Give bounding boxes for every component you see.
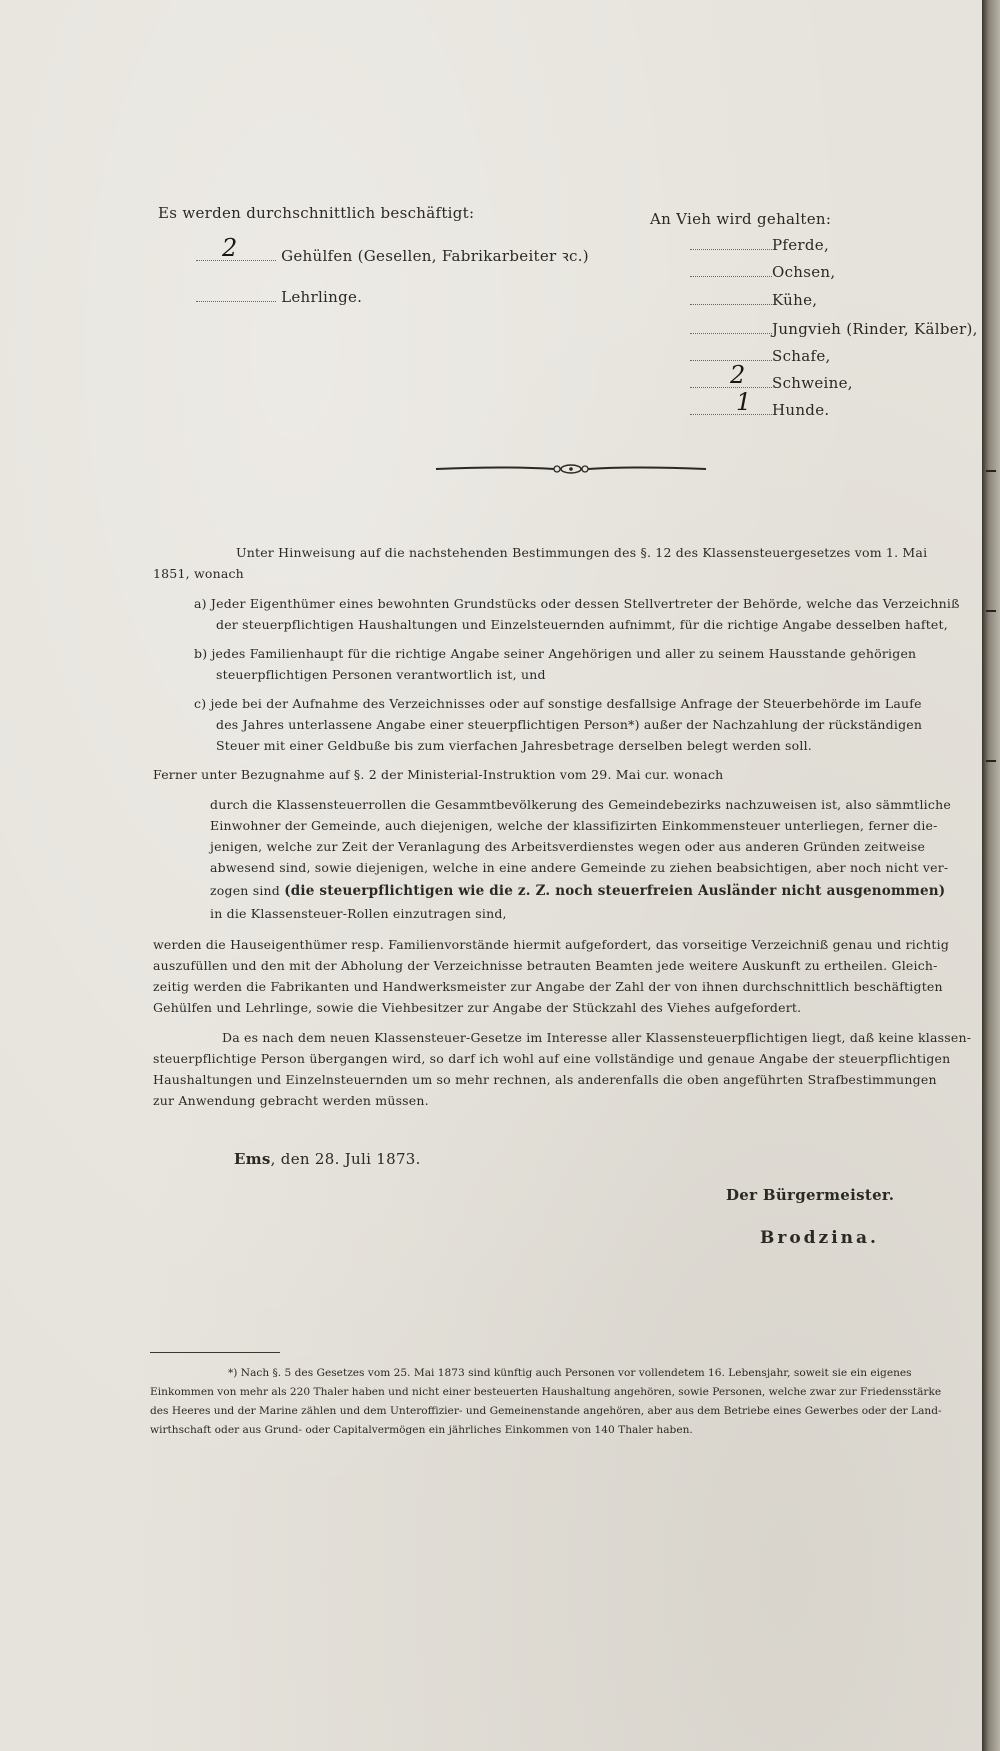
item-c-line-2: des Jahres unterlassene Angabe einer steuerpflichtigen Person*) außer der Nachzahlung der rückständigen bbox=[216, 717, 923, 732]
dogs-count: 1 bbox=[736, 388, 752, 416]
dogs-count-field[interactable] bbox=[690, 388, 772, 416]
indented-line-2: Einwohner der Gemeinde, auch diejenigen, welche der klassifizirten Einkommensteuer unterliegen, ferner die- bbox=[210, 818, 938, 833]
assistants-count: 2 bbox=[222, 234, 238, 262]
closing-line-4: Gehülfen und Lehrlinge, sowie die Viehbesitzer zur Angabe der Stückzahl des Viehes aufgefordert. bbox=[153, 1000, 802, 1015]
cows-label: Kühe, bbox=[772, 291, 818, 309]
livestock-row-horses bbox=[690, 236, 829, 254]
indented-line-1: durch die Klassensteuerrollen die Gesammtbevölkerung des Gemeindebezirks nachzuweisen ist, also sämmtliche bbox=[210, 797, 951, 812]
final-line-4: zur Anwendung gebracht werden müssen. bbox=[153, 1093, 429, 1108]
employees-row-assistants bbox=[196, 234, 589, 266]
footnote-rule bbox=[150, 1352, 280, 1353]
employees-row-apprentices bbox=[196, 288, 362, 306]
place: Ems bbox=[234, 1150, 271, 1168]
apprentices-count-field[interactable] bbox=[196, 289, 276, 302]
date: , den 28. Juli 1873. bbox=[270, 1150, 421, 1168]
livestock-row-dogs bbox=[690, 388, 830, 419]
dogs-label: Hunde. bbox=[772, 401, 830, 419]
apprentices-label: Lehrlinge. bbox=[281, 288, 363, 306]
place-date bbox=[234, 1150, 421, 1168]
horses-count-field[interactable] bbox=[690, 237, 772, 250]
livestock-row-oxen bbox=[690, 263, 835, 281]
footnote-line-4: wirthschaft oder aus Grund- oder Capitalvermögen ein jährliches Einkommen von 140 Thaler haben. bbox=[150, 1424, 693, 1436]
young-cattle-label: Jungvieh (Rinder, Kälber), bbox=[772, 320, 978, 338]
ferner-line: Ferner unter Bezugnahme auf §. 2 der Ministerial-Instruktion vom 29. Mai cur. wonach bbox=[153, 767, 724, 782]
footnote-line-1: *) Nach §. 5 des Gesetzes vom 25. Mai 1873 sind künftig auch Personen vor vollendetem 16. Lebensjahr, soweit sie ein eigenes bbox=[228, 1367, 912, 1379]
ornament-divider bbox=[436, 458, 706, 480]
indented-line-4: abwesend sind, sowie diejenigen, welche in eine andere Gemeinde zu ziehen beabsichtigen, aber noch nicht ver- bbox=[210, 860, 949, 875]
young-cattle-count-field[interactable] bbox=[690, 321, 772, 334]
intro-line-1: Unter Hinweisung auf die nachstehenden Bestimmungen des §. 12 des Klassensteuergesetzes vom 1. Mai bbox=[236, 545, 928, 560]
pigs-count-field[interactable] bbox=[690, 361, 772, 389]
edge-mark bbox=[986, 470, 996, 472]
binding-edge bbox=[982, 0, 1000, 1751]
employees-heading: Es werden durchschnittlich beschäftigt: bbox=[158, 204, 475, 222]
livestock-heading: An Vieh wird gehalten: bbox=[650, 210, 832, 228]
indented-line-3: jenigen, welche zur Zeit der Veranlagung des Arbeitsverdienstes wegen oder aus anderen Gründen zeitweise bbox=[210, 839, 926, 854]
final-line-3: Haushaltungen und Einzelnsteuernden um so mehr rechnen, als anderenfalls die oben angeführten Strafbestimmungen bbox=[153, 1072, 937, 1087]
item-b-line-1: b) jedes Familienhaupt für die richtige Angabe seiner Angehörigen und aller zu seinem Hausstande gehörigen bbox=[194, 646, 917, 661]
oxen-label: Ochsen, bbox=[772, 263, 836, 281]
edge-mark bbox=[986, 760, 996, 762]
assistants-label: Gehülfen (Gesellen, Fabrikarbeiter ꝛc.) bbox=[281, 247, 589, 265]
sheep-label: Schafe, bbox=[772, 347, 831, 365]
sheep-count-field[interactable] bbox=[690, 348, 772, 361]
item-a-line-2: der steuerpflichtigen Haushaltungen und Einzelsteuernden aufnimmt, für die richtige Angabe desselben haftet, bbox=[216, 617, 948, 632]
edge-mark bbox=[986, 610, 996, 612]
item-a-line-1: a) Jeder Eigenthümer eines bewohnten Grundstücks oder dessen Stellvertreter der Behörde, welche das Verzeichniß bbox=[194, 596, 960, 611]
intro-line-2: 1851, wonach bbox=[153, 566, 244, 581]
pigs-label: Schweine, bbox=[772, 374, 853, 392]
item-b-line-2: steuerpflichtigen Personen verantwortlich ist, und bbox=[216, 667, 546, 682]
pigs-count: 2 bbox=[730, 361, 746, 389]
item-c-line-1: c) jede bei der Aufnahme des Verzeichnisses oder auf sonstige desfallsige Anfrage der Steuerbehörde im Laufe bbox=[194, 696, 922, 711]
footnote-line-3: des Heeres und der Marine zählen und dem Unteroffizier- und Gemeinenstande angehören, aber aus dem Betriebe eines Gewerbes oder der Land- bbox=[150, 1405, 942, 1417]
livestock-row-sheep bbox=[690, 347, 831, 365]
closing-line-2: auszufüllen und den mit der Abholung der Verzeichnisse betrauten Beamten jede weitere Auskunft zu ertheilen. Gleich- bbox=[153, 958, 938, 973]
livestock-row-cows bbox=[690, 291, 817, 309]
closing-line-1: werden die Hauseigenthümer resp. Familienvorstände hiermit aufgefordert, das vorseitige Verzeichniß genau und richtig bbox=[153, 937, 950, 952]
final-line-1: Da es nach dem neuen Klassensteuer-Gesetze im Interesse aller Klassensteuerpflichtigen liegt, daß keine klassen- bbox=[222, 1030, 972, 1045]
closing-line-3: zeitig werden die Fabrikanten und Handwerksmeister zur Angabe der Zahl der von ihnen durchschnittlich beschäftigten bbox=[153, 979, 943, 994]
bold-clause: (die steuerpflichtigen wie die z. Z. noch steuerfreien Ausländer nicht ausgenommen) bbox=[284, 883, 946, 899]
footnote-line-2: Einkommen von mehr als 220 Thaler haben und nicht einer besteuerten Haushaltung angehören, sowie Personen, welche zwar zur Friedensstärke bbox=[150, 1386, 942, 1398]
assistants-count-field[interactable] bbox=[196, 234, 276, 262]
livestock-row-pigs bbox=[690, 361, 853, 392]
cows-count-field[interactable] bbox=[690, 292, 772, 305]
signature-title: Der Bürgermeister. bbox=[726, 1186, 895, 1204]
signature-name: Brodzina. bbox=[760, 1228, 879, 1248]
final-line-2: steuerpflichtige Person übergangen wird, so darf ich wohl auf eine vollständige und genaue Angabe der steuerpflichtigen bbox=[153, 1051, 951, 1066]
horses-label: Pferde, bbox=[772, 236, 830, 254]
oxen-count-field[interactable] bbox=[690, 264, 772, 277]
footnote bbox=[150, 1364, 970, 1440]
item-c-line-3: Steuer mit einer Geldbuße bis zum vierfachen Jahresbetrage derselben belegt werden soll. bbox=[216, 738, 812, 753]
bold-clause-line bbox=[210, 883, 945, 899]
bold-clause-prefix: zogen sind bbox=[210, 883, 280, 898]
livestock-row-young-cattle bbox=[690, 320, 978, 338]
indented-last-line: in die Klassensteuer-Rollen einzutragen sind, bbox=[210, 906, 507, 921]
